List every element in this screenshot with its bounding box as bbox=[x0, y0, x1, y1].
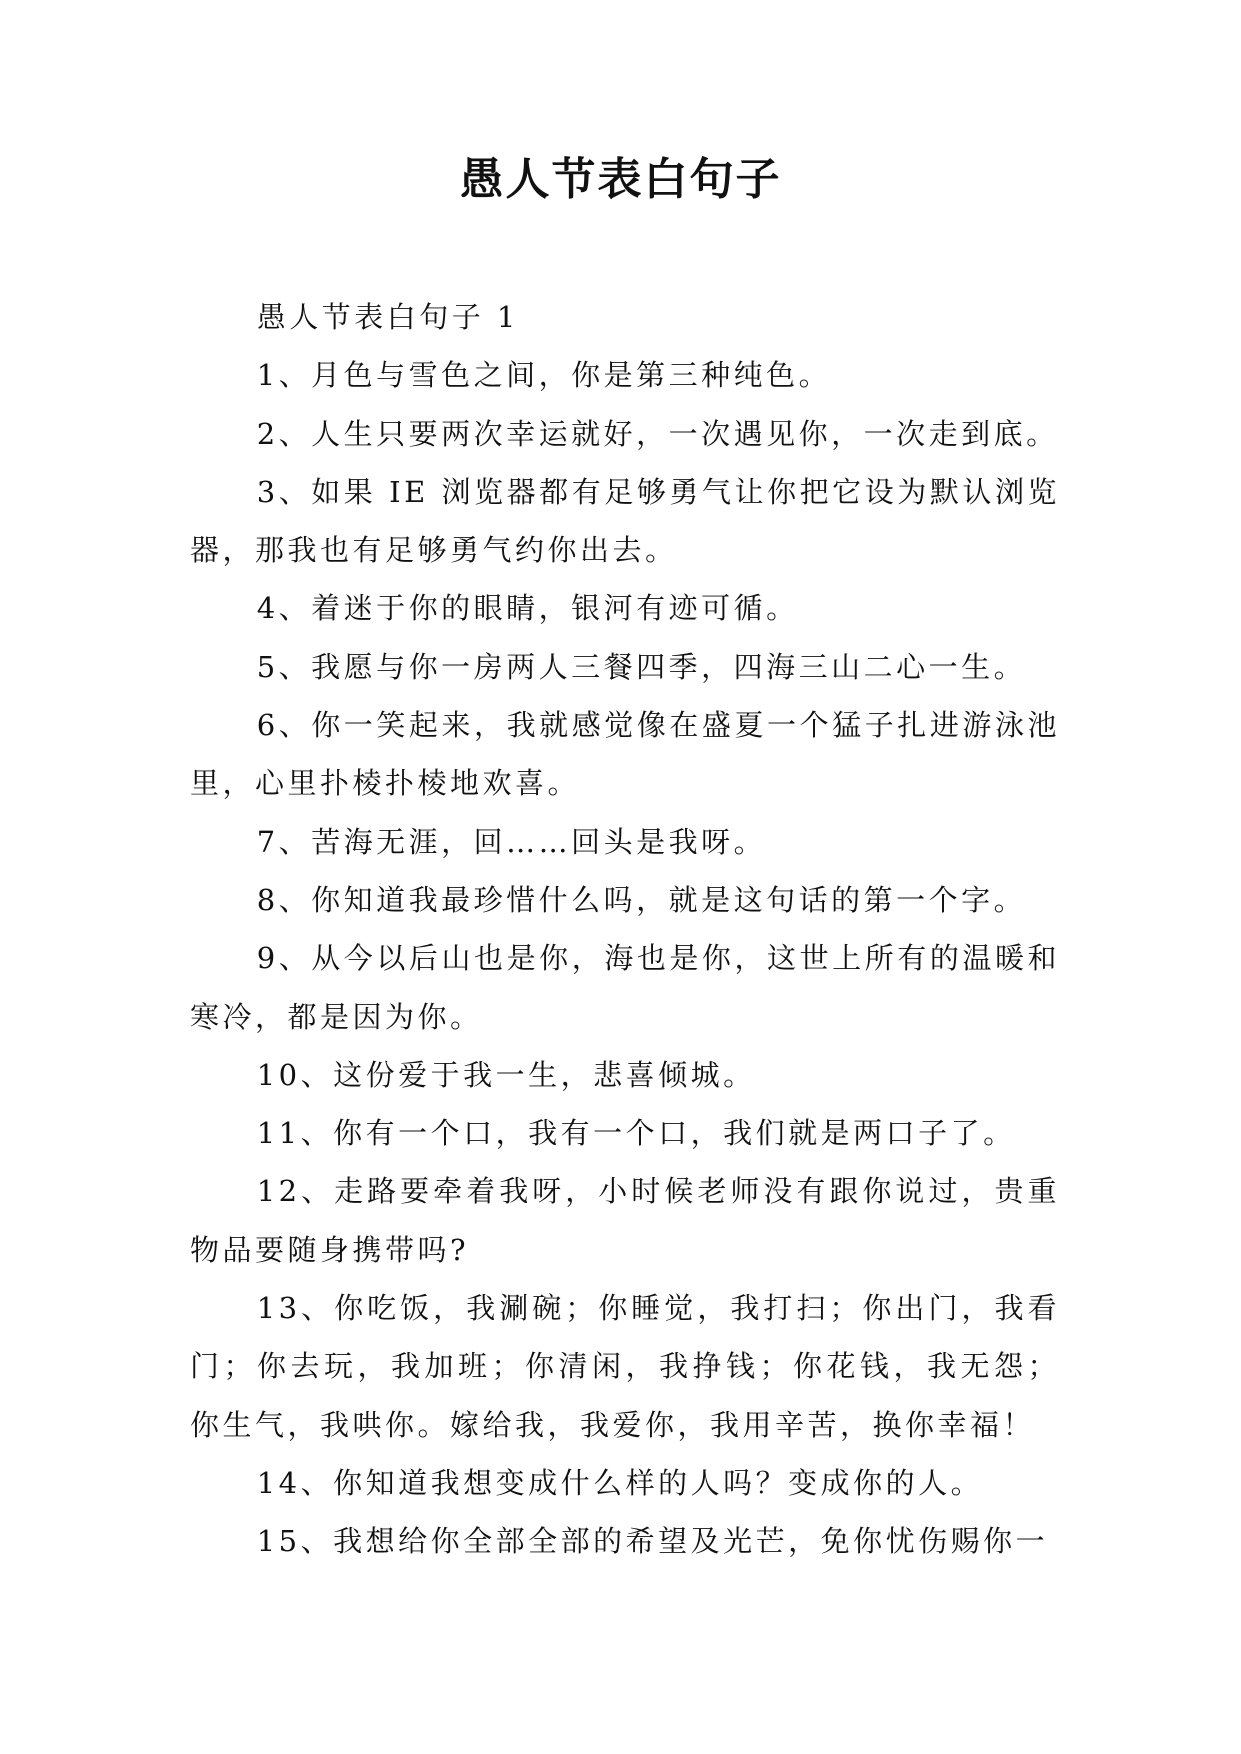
paragraph-14: 14、你知道我想变成什么样的人吗？变成你的人。 bbox=[256, 1465, 984, 1500]
paragraph-11: 11、你有一个口，我有一个口，我们就是两口子了。 bbox=[256, 1116, 1016, 1151]
paragraph-5: 5、我愿与你一房两人三餐四季，四海三山二心一生。 bbox=[256, 649, 1027, 684]
document-body bbox=[190, 288, 1060, 1571]
paragraph-8: 8、你知道我最珍惜什么吗，就是这句话的第一个字。 bbox=[256, 882, 1027, 917]
paragraph-13: 13、你吃饭，我涮碗；你睡觉，我打扫；你出门，我看门；你去玩，我加班；你清闲，我挣钱；你花钱，我无怨；你生气，我哄你。嫁给我，我爱你，我用辛苦，换你幸福！ bbox=[190, 1291, 1060, 1442]
paragraph-3: 3、如果 IE 浏览器都有足够勇气让你把它设为默认浏览器，那我也有足够勇气约你出去。 bbox=[190, 474, 1060, 568]
paragraph-6: 6、你一笑起来，我就感觉像在盛夏一个猛子扎进游泳池里，心里扑棱扑棱地欢喜。 bbox=[190, 708, 1060, 801]
paragraph-2: 2、人生只要两次幸运就好，一次遇见你，一次走到底。 bbox=[256, 416, 1059, 451]
paragraph-7: 7、苦海无涯，回……回头是我呀。 bbox=[256, 824, 767, 859]
paragraph-15: 15、我想给你全部全部的希望及光芒，免你忧伤赐你一 bbox=[256, 1524, 1049, 1559]
paragraph-4: 4、着迷于你的眼睛，银河有迹可循。 bbox=[256, 591, 799, 626]
paragraph-12: 12、走路要牵着我呀，小时候老师没有跟你说过，贵重物品要随身携带吗? bbox=[190, 1174, 1060, 1267]
section-heading: 愚人节表白句子 1 bbox=[256, 300, 519, 334]
paragraph-10: 10、这份爱于我一生，悲喜倾城。 bbox=[256, 1057, 756, 1092]
paragraph-1: 1、月色与雪色之间，你是第三种纯色。 bbox=[256, 358, 832, 393]
paragraph-9: 9、从今以后山也是你，海也是你，这世上所有的温暖和寒冷，都是因为你。 bbox=[190, 941, 1060, 1034]
document-title: 愚人节表白句子 bbox=[459, 154, 782, 205]
